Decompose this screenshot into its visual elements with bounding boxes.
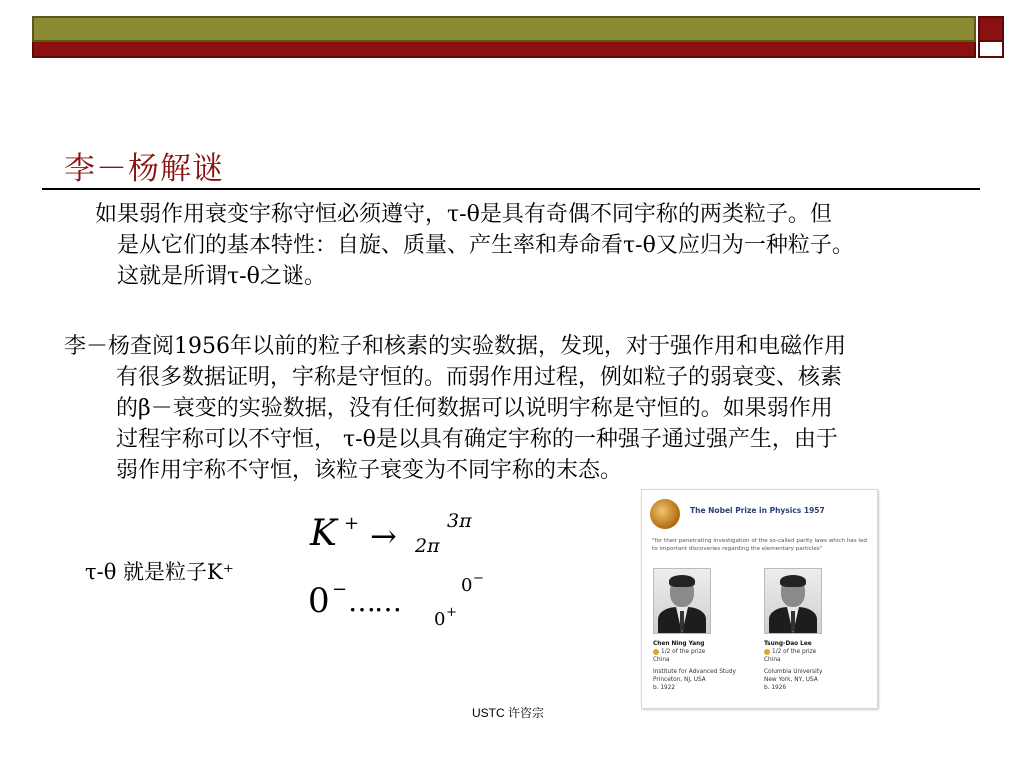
nobel-prize-card (641, 489, 878, 709)
paragraph2-line1: 李－杨查阅1956年以前的粒子和核素的实验数据，发现，对于强作用和电磁作用 (64, 334, 846, 359)
formula-branch-top: 0 (461, 575, 473, 596)
paragraph1-line1: 如果弱作用衰变宇称守恒必须遵守，τ-θ是具有奇偶不同宇称的两类粒子。但 (95, 202, 832, 227)
formula-2pi: 2π (415, 535, 440, 557)
paragraph2-line5: 弱作用宇称不守恒，该粒子衰变为不同宇称的末态。 (116, 458, 623, 483)
laureate-name: Tsung-Dao Lee (764, 641, 812, 647)
formula-k: K (310, 513, 337, 554)
header-bar-red-square (978, 16, 1004, 42)
prize-share-icon (653, 649, 659, 655)
formula-arrow: → (370, 517, 397, 555)
tau-theta-label: τ-θ 就是粒子K⁺ (85, 560, 234, 584)
slide-footer: USTC 许咨宗 (472, 706, 545, 720)
formula-branch-bottom: 0 (434, 609, 446, 630)
nobel-title: The Nobel Prize in Physics 1957 (690, 506, 825, 515)
header-bar-corner (978, 42, 1004, 58)
laureate-share: 1/2 of the prize (661, 649, 706, 655)
slide-title: 李－杨解谜 (64, 151, 224, 187)
prize-share-icon (764, 649, 770, 655)
laureate-yang (653, 640, 758, 692)
laureate-lee (764, 640, 869, 692)
laureate-born: b. 1922 (653, 685, 676, 691)
laureate-institution: Institute for Advanced Study (653, 669, 736, 675)
nobel-medal-icon (650, 499, 680, 529)
paragraph2-line3: 的β－衰变的实验数据，没有任何数据可以说明宇称是守恒的。如果弱作用 (116, 396, 833, 421)
formula-branch-bottom-sup: + (446, 605, 457, 620)
formula-dots: …… (348, 585, 400, 618)
laureate-institution: Columbia University (764, 669, 823, 675)
header-bar-olive (32, 16, 976, 42)
formula-zero: 0 (308, 581, 330, 621)
nobel-citation: "for their penetrating investigation of the so-called parity laws which has led to important discoveries regarding the elementary particles" (652, 538, 867, 552)
laureate-country: China (653, 657, 670, 663)
header-bar (32, 16, 1004, 58)
portrait-tsung-dao-lee (764, 568, 822, 634)
paragraph2-line4: 过程宇称可以不守恒， τ-θ是以具有确定宇称的一种强子通过强产生，由于 (116, 427, 838, 452)
laureate-country: China (764, 657, 781, 663)
kaon-decay-formula (300, 505, 500, 645)
laureate-location: New York, NY, USA (764, 677, 818, 683)
paragraph1-line3: 这就是所谓τ-θ之谜。 (117, 264, 326, 289)
laureate-born: b. 1926 (764, 685, 787, 691)
laureate-location: Princeton, NJ, USA (653, 677, 706, 683)
portrait-chen-ning-yang (653, 568, 711, 634)
formula-k-sup: + (344, 513, 360, 534)
formula-branch-top-sup: − (473, 571, 484, 586)
paragraph2-line2: 有很多数据证明，宇称是守恒的。而弱作用过程，例如粒子的弱衰变、核素 (116, 365, 843, 390)
paragraph1-line2: 是从它们的基本特性：自旋、质量、产生率和寿命看τ-θ又应归为一种粒子。 (117, 233, 854, 258)
formula-3pi: 3π (447, 510, 472, 532)
title-divider (42, 188, 980, 190)
header-bar-red-strip (32, 42, 976, 58)
paragraph-lee-yang (64, 331, 969, 486)
formula-zero-sup: − (332, 579, 348, 600)
laureate-share: 1/2 of the prize (772, 649, 817, 655)
paragraph-tau-theta-puzzle (95, 199, 975, 292)
laureate-name: Chen Ning Yang (653, 641, 705, 647)
